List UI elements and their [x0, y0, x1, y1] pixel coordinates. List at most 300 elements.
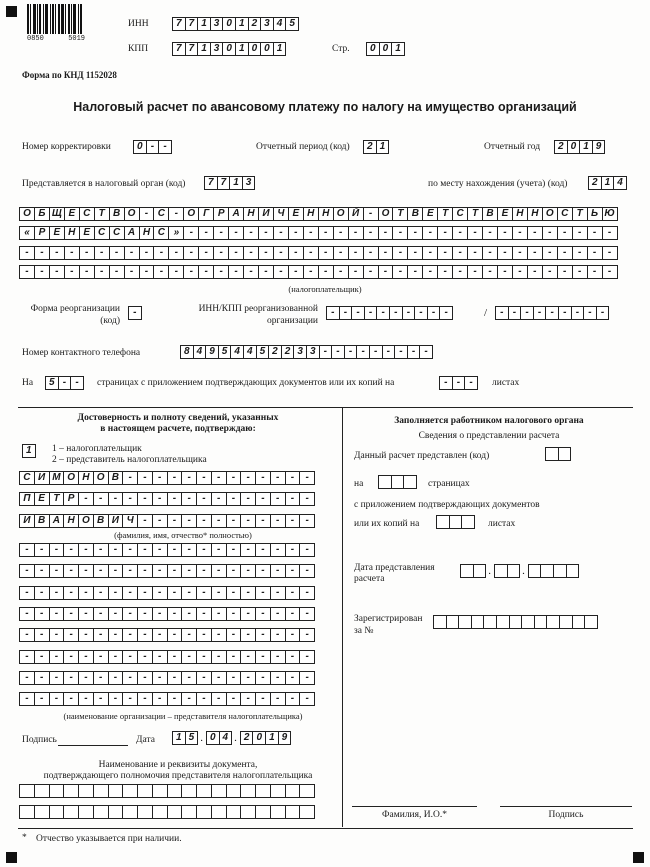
form-cell[interactable]: - — [270, 671, 286, 685]
form-cell[interactable] — [436, 515, 450, 529]
form-cell[interactable]: - — [452, 226, 468, 240]
form-cell[interactable]: - — [512, 246, 528, 260]
form-cell[interactable]: - — [348, 226, 364, 240]
form-cell[interactable]: - — [437, 226, 453, 240]
form-cell[interactable]: - — [196, 671, 212, 685]
form-cell[interactable]: О — [542, 207, 558, 221]
form-cell[interactable]: - — [407, 226, 423, 240]
form-cell[interactable]: - — [183, 246, 199, 260]
form-cell[interactable]: - — [93, 607, 109, 621]
sign-date-year[interactable] — [240, 731, 290, 745]
form-cell[interactable]: - — [369, 345, 383, 359]
form-cell[interactable]: - — [152, 564, 168, 578]
form-cell[interactable]: - — [19, 246, 35, 260]
form-cell[interactable]: О — [78, 514, 94, 528]
form-cell[interactable] — [285, 805, 301, 819]
form-cell[interactable]: В — [108, 471, 124, 485]
form-cell[interactable] — [152, 784, 168, 798]
form-cell[interactable]: - — [226, 492, 242, 506]
form-cell[interactable]: - — [270, 650, 286, 664]
form-cell[interactable]: - — [108, 564, 124, 578]
form-cell[interactable]: - — [181, 650, 197, 664]
form-cell[interactable]: - — [226, 514, 242, 528]
form-cell[interactable]: 1 — [172, 731, 186, 745]
reorg-form-cells[interactable] — [128, 306, 141, 320]
form-cell[interactable]: 0 — [222, 42, 236, 56]
submission-date[interactable]: . . — [460, 564, 578, 578]
form-cell[interactable] — [108, 805, 124, 819]
form-cell[interactable]: - — [49, 564, 65, 578]
form-cell[interactable]: - — [364, 306, 378, 320]
form-cell[interactable]: - — [382, 345, 396, 359]
form-cell[interactable]: - — [270, 607, 286, 621]
form-cell[interactable]: - — [128, 306, 142, 320]
form-cell[interactable]: - — [389, 306, 403, 320]
form-cell[interactable]: - — [19, 607, 35, 621]
form-cell[interactable]: - — [122, 671, 138, 685]
form-cell[interactable]: П — [19, 492, 35, 506]
form-cell[interactable]: 7 — [217, 176, 231, 190]
form-cell[interactable]: И — [19, 514, 35, 528]
form-cell[interactable]: - — [240, 471, 256, 485]
form-cell[interactable]: - — [527, 246, 543, 260]
form-cell[interactable]: - — [167, 586, 183, 600]
form-cell[interactable]: - — [49, 671, 65, 685]
form-cell[interactable]: - — [152, 607, 168, 621]
form-cell[interactable]: - — [137, 514, 153, 528]
form-cell[interactable] — [507, 564, 521, 578]
form-cell[interactable]: - — [139, 265, 155, 279]
form-cell[interactable]: 0 — [206, 731, 220, 745]
form-cell[interactable]: - — [407, 265, 423, 279]
form-cell[interactable]: 0 — [379, 42, 393, 56]
form-cell[interactable]: - — [255, 628, 271, 642]
form-cell[interactable]: - — [587, 246, 603, 260]
form-cell[interactable]: - — [270, 543, 286, 557]
form-cell[interactable]: - — [49, 607, 65, 621]
form-cell[interactable] — [226, 805, 242, 819]
form-cell[interactable]: - — [152, 628, 168, 642]
form-cell[interactable]: - — [19, 586, 35, 600]
form-cell[interactable]: - — [422, 226, 438, 240]
form-cell[interactable]: - — [344, 345, 358, 359]
form-cell[interactable]: - — [240, 514, 256, 528]
form-cell[interactable]: - — [93, 671, 109, 685]
form-cell[interactable]: 2 — [281, 345, 295, 359]
form-cell[interactable] — [460, 564, 474, 578]
form-cell[interactable]: - — [181, 692, 197, 706]
correction-cells[interactable] — [133, 140, 171, 154]
form-cell[interactable]: - — [153, 246, 169, 260]
form-cell[interactable] — [255, 805, 271, 819]
form-cell[interactable]: О — [124, 207, 140, 221]
form-cell[interactable]: - — [167, 471, 183, 485]
form-cell[interactable] — [473, 564, 487, 578]
office-sign-line[interactable] — [500, 806, 632, 807]
form-cell[interactable]: - — [181, 628, 197, 642]
form-cell[interactable]: - — [196, 650, 212, 664]
form-cell[interactable] — [496, 615, 510, 629]
form-cell[interactable]: - — [167, 514, 183, 528]
form-cell[interactable]: - — [378, 226, 394, 240]
form-cell[interactable]: - — [255, 492, 271, 506]
form-cell[interactable] — [540, 564, 554, 578]
org-name-line-3[interactable] — [19, 246, 617, 260]
form-cell[interactable]: В — [109, 207, 125, 221]
form-cell[interactable]: - — [583, 306, 597, 320]
form-cell[interactable]: - — [198, 246, 214, 260]
form-cell[interactable]: - — [213, 226, 229, 240]
form-cell[interactable] — [458, 615, 472, 629]
form-cell[interactable]: Н — [318, 207, 334, 221]
form-cell[interactable]: - — [527, 226, 543, 240]
form-cell[interactable]: - — [63, 564, 79, 578]
form-cell[interactable]: - — [137, 492, 153, 506]
form-cell[interactable]: - — [63, 586, 79, 600]
form-cell[interactable]: - — [495, 306, 509, 320]
form-cell[interactable]: - — [181, 564, 197, 578]
form-cell[interactable] — [137, 805, 153, 819]
form-cell[interactable]: - — [299, 564, 315, 578]
form-cell[interactable]: - — [255, 543, 271, 557]
form-cell[interactable]: - — [93, 586, 109, 600]
form-cell[interactable]: - — [49, 586, 65, 600]
form-cell[interactable]: 8 — [180, 345, 194, 359]
form-cell[interactable]: 9 — [278, 731, 292, 745]
form-cell[interactable]: Е — [288, 207, 304, 221]
form-cell[interactable]: 0 — [133, 140, 147, 154]
form-cell[interactable]: О — [93, 471, 109, 485]
office-fio-line[interactable] — [352, 806, 477, 807]
form-cell[interactable]: 4 — [193, 345, 207, 359]
form-cell[interactable] — [449, 515, 463, 529]
form-cell[interactable]: - — [482, 226, 498, 240]
form-cell[interactable]: - — [137, 543, 153, 557]
form-cell[interactable]: - — [122, 607, 138, 621]
form-cell[interactable]: - — [19, 671, 35, 685]
form-cell[interactable]: - — [168, 246, 184, 260]
form-cell[interactable]: - — [167, 564, 183, 578]
form-cell[interactable]: - — [94, 246, 110, 260]
form-cell[interactable] — [433, 615, 447, 629]
form-cell[interactable] — [584, 615, 598, 629]
form-cell[interactable]: - — [414, 306, 428, 320]
authority-document-line[interactable] — [19, 784, 314, 798]
form-cell[interactable]: - — [356, 345, 370, 359]
form-cell[interactable]: - — [34, 671, 50, 685]
form-cell[interactable]: Ч — [122, 514, 138, 528]
form-cell[interactable]: - — [226, 543, 242, 557]
form-cell[interactable]: - — [558, 306, 572, 320]
form-cell[interactable]: С — [19, 471, 35, 485]
form-cell[interactable]: - — [376, 306, 390, 320]
form-cell[interactable]: С — [452, 207, 468, 221]
form-cell[interactable]: - — [181, 586, 197, 600]
form-cell[interactable]: - — [394, 345, 408, 359]
form-cell[interactable] — [211, 805, 227, 819]
form-cell[interactable]: - — [152, 692, 168, 706]
form-cell[interactable]: - — [351, 306, 365, 320]
form-cell[interactable]: - — [63, 692, 79, 706]
form-cell[interactable] — [545, 447, 559, 461]
representative-line[interactable] — [19, 586, 314, 600]
form-cell[interactable]: - — [49, 543, 65, 557]
form-cell[interactable]: 5 — [185, 731, 199, 745]
form-cell[interactable]: - — [226, 671, 242, 685]
reorg-inn-cells[interactable] — [326, 306, 452, 320]
form-cell[interactable]: 1 — [265, 731, 279, 745]
form-cell[interactable] — [34, 805, 50, 819]
form-cell[interactable]: - — [78, 607, 94, 621]
form-cell[interactable]: - — [255, 607, 271, 621]
form-cell[interactable]: - — [270, 692, 286, 706]
form-cell[interactable]: 1 — [22, 444, 36, 458]
form-cell[interactable] — [108, 784, 124, 798]
form-cell[interactable]: Т — [437, 207, 453, 221]
form-cell[interactable]: 4 — [230, 345, 244, 359]
form-cell[interactable]: - — [78, 586, 94, 600]
form-cell[interactable]: О — [333, 207, 349, 221]
form-cell[interactable]: - — [270, 471, 286, 485]
form-cell[interactable] — [137, 784, 153, 798]
form-cell[interactable] — [528, 564, 542, 578]
form-cell[interactable]: - — [93, 543, 109, 557]
form-cell[interactable]: - — [243, 265, 259, 279]
form-cell[interactable]: - — [78, 628, 94, 642]
form-cell[interactable]: - — [63, 607, 79, 621]
form-cell[interactable]: - — [137, 471, 153, 485]
form-cell[interactable]: - — [93, 564, 109, 578]
form-cell[interactable]: - — [467, 226, 483, 240]
form-cell[interactable]: - — [139, 246, 155, 260]
form-cell[interactable] — [34, 784, 50, 798]
form-cell[interactable]: 0 — [248, 42, 262, 56]
form-cell[interactable]: - — [146, 140, 160, 154]
form-cell[interactable]: 2 — [248, 17, 262, 31]
form-cell[interactable]: Т — [49, 492, 65, 506]
kpp-cells[interactable] — [172, 42, 285, 56]
submitted-code-cells[interactable] — [545, 447, 570, 461]
form-cell[interactable]: - — [333, 265, 349, 279]
form-cell[interactable]: - — [497, 246, 513, 260]
form-cell[interactable]: - — [363, 207, 379, 221]
form-cell[interactable]: 3 — [293, 345, 307, 359]
fio-line-surname[interactable] — [19, 471, 314, 485]
form-cell[interactable]: - — [49, 628, 65, 642]
form-cell[interactable]: - — [211, 514, 227, 528]
form-cell[interactable]: - — [331, 345, 345, 359]
form-cell[interactable]: - — [226, 586, 242, 600]
form-cell[interactable]: - — [152, 671, 168, 685]
form-cell[interactable] — [255, 784, 271, 798]
form-cell[interactable]: 1 — [391, 42, 405, 56]
form-cell[interactable] — [211, 784, 227, 798]
form-cell[interactable]: - — [273, 246, 289, 260]
form-cell[interactable]: 2 — [554, 140, 568, 154]
form-cell[interactable]: 5 — [218, 345, 232, 359]
form-cell[interactable]: В — [93, 514, 109, 528]
form-cell[interactable]: - — [153, 265, 169, 279]
form-cell[interactable]: 7 — [172, 17, 186, 31]
form-cell[interactable]: - — [19, 628, 35, 642]
form-cell[interactable]: 9 — [205, 345, 219, 359]
form-cell[interactable]: - — [183, 265, 199, 279]
form-cell[interactable]: - — [137, 671, 153, 685]
form-cell[interactable]: Й — [348, 207, 364, 221]
form-cell[interactable]: - — [181, 543, 197, 557]
form-cell[interactable]: - — [78, 692, 94, 706]
fio-line-patronymic[interactable] — [19, 514, 314, 528]
form-cell[interactable]: - — [93, 692, 109, 706]
form-cell[interactable] — [461, 515, 475, 529]
form-cell[interactable]: - — [240, 543, 256, 557]
representative-line[interactable] — [19, 628, 314, 642]
form-cell[interactable] — [167, 784, 183, 798]
form-cell[interactable]: - — [270, 586, 286, 600]
form-cell[interactable]: Т — [94, 207, 110, 221]
form-cell[interactable]: Е — [497, 207, 513, 221]
form-cell[interactable]: - — [108, 586, 124, 600]
form-cell[interactable]: Н — [512, 207, 528, 221]
sheets-cells[interactable] — [439, 376, 477, 390]
form-cell[interactable]: 0 — [260, 42, 274, 56]
form-cell[interactable]: - — [196, 607, 212, 621]
sign-date-month[interactable] — [206, 731, 231, 745]
form-cell[interactable] — [534, 615, 548, 629]
form-cell[interactable]: - — [34, 564, 50, 578]
form-cell[interactable]: - — [152, 586, 168, 600]
form-cell[interactable] — [403, 475, 417, 489]
form-cell[interactable]: - — [63, 628, 79, 642]
form-cell[interactable]: Н — [64, 226, 80, 240]
form-cell[interactable]: - — [542, 246, 558, 260]
form-cell[interactable]: И — [108, 514, 124, 528]
form-cell[interactable]: - — [527, 265, 543, 279]
form-cell[interactable]: Г — [198, 207, 214, 221]
form-cell[interactable]: - — [78, 543, 94, 557]
form-cell[interactable]: - — [226, 650, 242, 664]
form-cell[interactable] — [558, 447, 572, 461]
submission-date-month[interactable] — [494, 564, 519, 578]
form-cell[interactable] — [19, 784, 35, 798]
form-cell[interactable]: » — [168, 226, 184, 240]
form-cell[interactable] — [122, 784, 138, 798]
form-cell[interactable]: - — [255, 650, 271, 664]
form-cell[interactable]: - — [122, 586, 138, 600]
form-cell[interactable]: - — [64, 265, 80, 279]
form-cell[interactable]: - — [392, 265, 408, 279]
form-cell[interactable] — [270, 805, 286, 819]
form-cell[interactable]: - — [285, 514, 301, 528]
form-cell[interactable]: - — [602, 226, 618, 240]
form-cell[interactable]: 4 — [243, 345, 257, 359]
form-cell[interactable]: - — [240, 607, 256, 621]
form-cell[interactable] — [63, 784, 79, 798]
form-cell[interactable]: 1 — [376, 140, 390, 154]
form-cell[interactable] — [391, 475, 405, 489]
form-cell[interactable]: - — [196, 692, 212, 706]
form-cell[interactable]: - — [196, 471, 212, 485]
form-cell[interactable]: 5 — [256, 345, 270, 359]
form-cell[interactable]: - — [19, 564, 35, 578]
form-cell[interactable]: - — [122, 543, 138, 557]
form-cell[interactable]: И — [34, 471, 50, 485]
sign-date[interactable]: 1 5 . 0 4 . 2 0 1 9 — [172, 731, 290, 745]
form-cell[interactable]: С — [94, 226, 110, 240]
form-cell[interactable]: В — [407, 207, 423, 221]
form-cell[interactable]: - — [124, 265, 140, 279]
form-cell[interactable]: 1 — [197, 42, 211, 56]
form-cell[interactable] — [240, 805, 256, 819]
form-cell[interactable]: - — [108, 692, 124, 706]
form-cell[interactable]: - — [122, 650, 138, 664]
form-cell[interactable]: - — [152, 514, 168, 528]
form-cell[interactable]: - — [198, 226, 214, 240]
form-cell[interactable]: - — [303, 246, 319, 260]
form-cell[interactable]: Е — [422, 207, 438, 221]
form-cell[interactable]: - — [137, 607, 153, 621]
form-cell[interactable]: - — [167, 628, 183, 642]
form-cell[interactable]: - — [497, 226, 513, 240]
form-cell[interactable] — [521, 615, 535, 629]
form-cell[interactable]: - — [64, 246, 80, 260]
form-cell[interactable]: Щ — [49, 207, 65, 221]
authority-document-line[interactable] — [19, 805, 314, 819]
form-cell[interactable]: - — [318, 265, 334, 279]
form-cell[interactable] — [378, 475, 392, 489]
form-cell[interactable]: - — [318, 226, 334, 240]
form-cell[interactable]: - — [533, 306, 547, 320]
form-cell[interactable]: - — [19, 543, 35, 557]
form-cell[interactable]: - — [122, 492, 138, 506]
form-cell[interactable]: - — [258, 265, 274, 279]
form-cell[interactable]: - — [378, 246, 394, 260]
form-cell[interactable]: - — [270, 514, 286, 528]
form-cell[interactable]: - — [557, 265, 573, 279]
form-cell[interactable]: - — [226, 564, 242, 578]
form-cell[interactable]: - — [258, 226, 274, 240]
form-cell[interactable]: Е — [49, 226, 65, 240]
form-cell[interactable]: - — [273, 265, 289, 279]
form-cell[interactable]: - — [452, 376, 466, 390]
form-cell[interactable]: - — [34, 607, 50, 621]
form-cell[interactable]: А — [124, 226, 140, 240]
form-cell[interactable]: - — [285, 471, 301, 485]
authority-cells[interactable] — [204, 176, 254, 190]
fio-line-name[interactable] — [19, 492, 314, 506]
form-cell[interactable]: - — [348, 265, 364, 279]
form-cell[interactable]: - — [299, 650, 315, 664]
form-cell[interactable]: - — [108, 492, 124, 506]
form-cell[interactable]: - — [228, 265, 244, 279]
org-name-line-4[interactable] — [19, 265, 617, 279]
form-cell[interactable]: - — [168, 207, 184, 221]
form-cell[interactable]: Р — [34, 226, 50, 240]
form-cell[interactable]: - — [240, 650, 256, 664]
signer-type-cells[interactable] — [22, 444, 35, 458]
form-cell[interactable]: 3 — [210, 42, 224, 56]
form-cell[interactable]: Е — [34, 492, 50, 506]
form-cell[interactable]: - — [34, 692, 50, 706]
form-cell[interactable]: - — [226, 692, 242, 706]
form-cell[interactable]: - — [226, 471, 242, 485]
form-cell[interactable]: 9 — [592, 140, 606, 154]
form-cell[interactable]: - — [122, 471, 138, 485]
form-cell[interactable]: « — [19, 226, 35, 240]
form-cell[interactable]: - — [211, 628, 227, 642]
form-cell[interactable]: - — [303, 265, 319, 279]
form-cell[interactable]: - — [211, 586, 227, 600]
